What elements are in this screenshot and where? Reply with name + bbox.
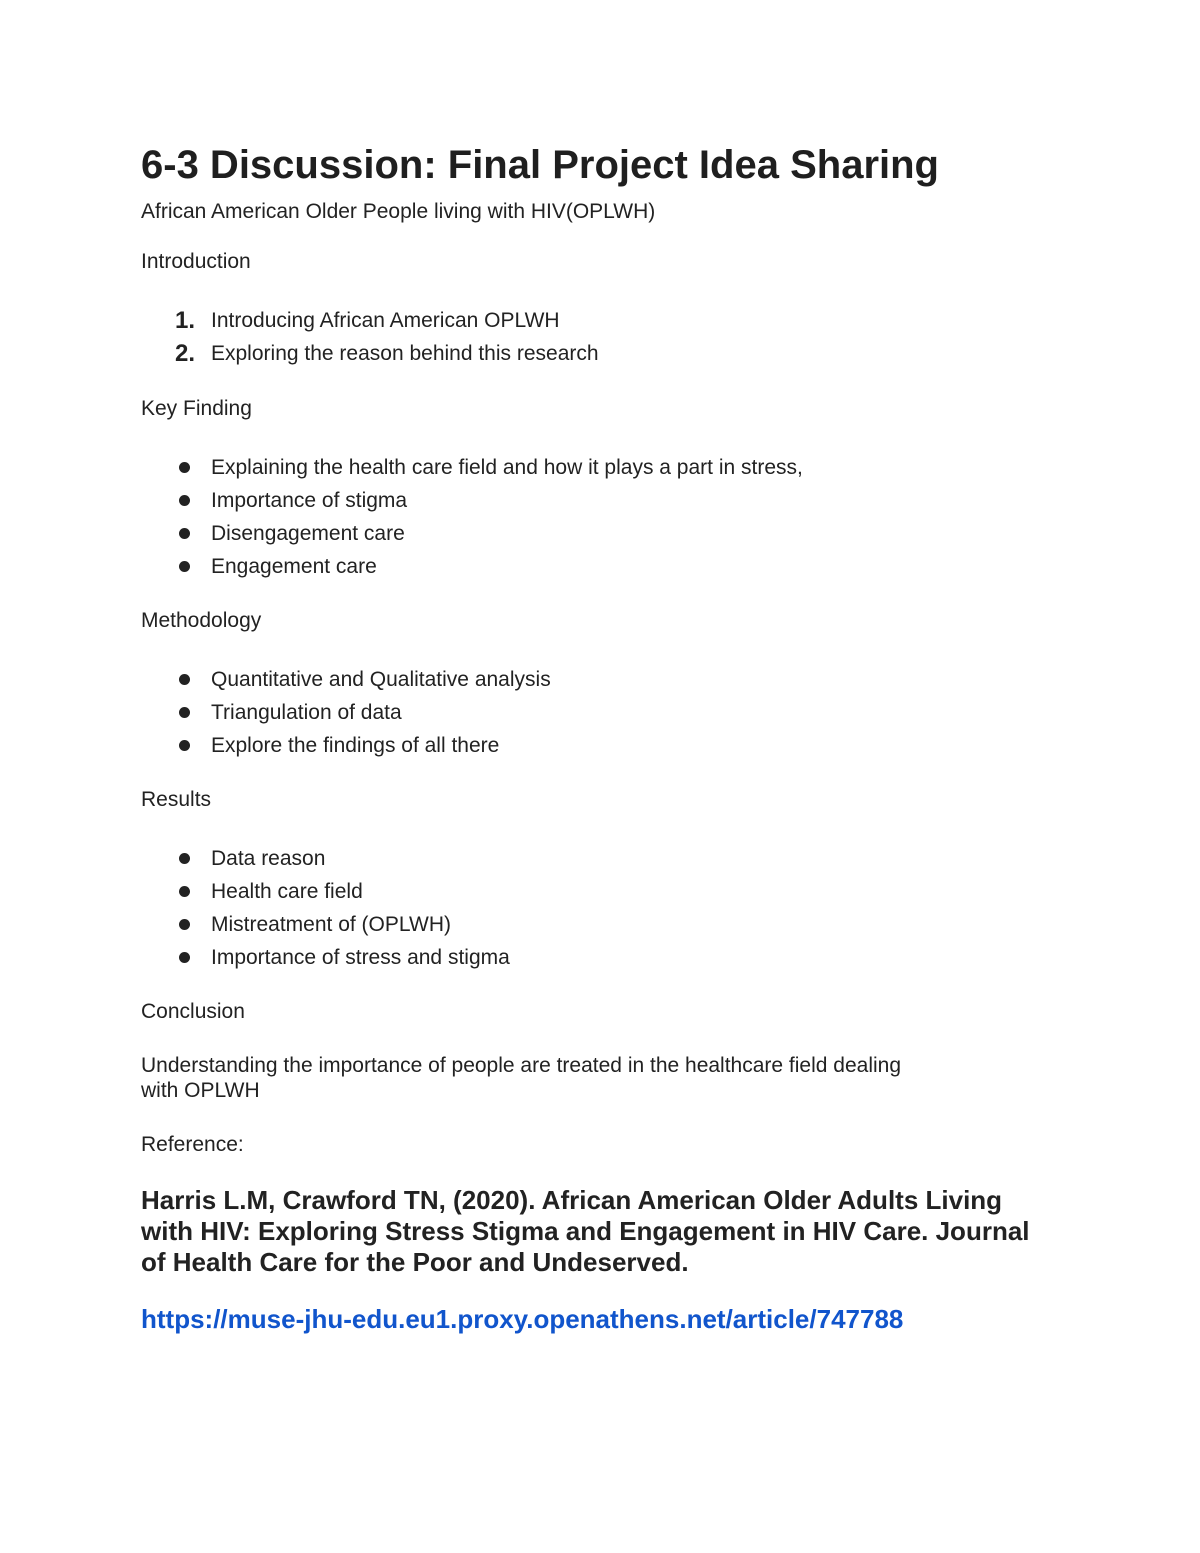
list-item: Engagement care xyxy=(211,555,377,578)
citation-line: Harris L.M, Crawford TN, (2020). African American Older Adults Living xyxy=(141,1185,1003,1215)
list-item: Mistreatment of (OPLWH) xyxy=(211,913,451,936)
list-item: Explaining the health care field and how it plays a part in stress, xyxy=(211,456,803,479)
bullet-icon xyxy=(179,528,190,539)
citation-line: of Health Care for the Poor and Undeserved. xyxy=(141,1247,689,1277)
bullet-icon xyxy=(179,853,190,864)
list-number: 1. xyxy=(175,307,196,334)
list-item: Exploring the reason behind this research xyxy=(211,342,599,365)
bullet-icon xyxy=(179,462,190,473)
document-title: 6-3 Discussion: Final Project Idea Sharing xyxy=(141,143,939,187)
list-item: Explore the findings of all there xyxy=(211,734,500,757)
bullet-icon xyxy=(179,495,190,506)
list-item: Importance of stigma xyxy=(211,489,408,512)
conclusion-heading: Conclusion xyxy=(141,1000,245,1023)
citation-line: with HIV: Exploring Stress Stigma and Engagement in HIV Care. Journal xyxy=(141,1216,1030,1246)
bullet-icon xyxy=(179,561,190,572)
results-heading: Results xyxy=(141,788,212,811)
conclusion-text-line: Understanding the importance of people are treated in the healthcare field dealing xyxy=(141,1054,902,1077)
list-item: Quantitative and Qualitative analysis xyxy=(211,668,551,691)
introduction-heading: Introduction xyxy=(141,250,251,273)
reference-link[interactable]: https://muse-jhu-edu.eu1.proxy.openathens.net/article/747788 xyxy=(141,1304,904,1334)
bullet-icon xyxy=(179,707,190,718)
methodology-heading: Methodology xyxy=(141,609,262,632)
list-item: Triangulation of data xyxy=(211,701,402,724)
document-subtitle: African American Older People living with HIV(OPLWH) xyxy=(141,200,656,223)
list-item: Importance of stress and stigma xyxy=(211,946,510,969)
list-item: Introducing African American OPLWH xyxy=(211,309,560,332)
bullet-icon xyxy=(179,952,190,963)
reference-heading: Reference: xyxy=(141,1133,244,1156)
list-item: Health care field xyxy=(211,880,363,903)
bullet-icon xyxy=(179,919,190,930)
list-item: Data reason xyxy=(211,847,326,870)
list-item: Disengagement care xyxy=(211,522,405,545)
list-number: 2. xyxy=(175,340,196,367)
key-finding-heading: Key Finding xyxy=(141,397,252,420)
bullet-icon xyxy=(179,674,190,685)
conclusion-text-line: with OPLWH xyxy=(141,1079,260,1102)
bullet-icon xyxy=(179,740,190,751)
bullet-icon xyxy=(179,886,190,897)
